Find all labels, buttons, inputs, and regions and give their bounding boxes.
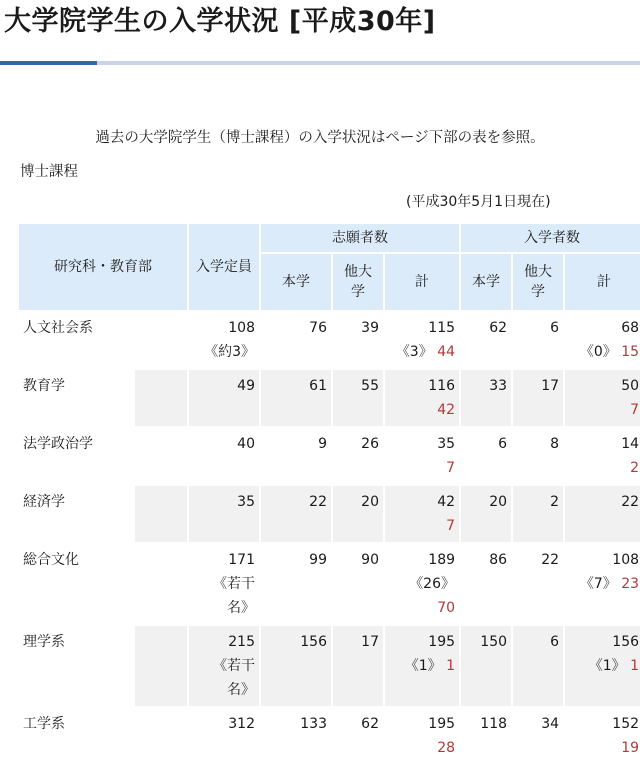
applicants-other: 17	[333, 626, 383, 706]
enrolled-other: 34	[541, 716, 560, 732]
table-row	[19, 626, 640, 706]
table-row	[19, 486, 640, 542]
table-row	[19, 370, 640, 426]
dept-name: 総合文化	[23, 552, 79, 568]
applicants-own: 76	[309, 320, 327, 336]
applicants-own: 99	[309, 552, 327, 568]
applicants-total: 35 7	[437, 436, 456, 476]
header-dept: 研究科・教育部	[19, 224, 187, 310]
header-applicants-total: 計	[385, 254, 459, 310]
enrolled-own: 6	[498, 436, 508, 452]
header-applicants-other: 他大 学	[333, 254, 383, 310]
applicants-total: 116 42	[385, 370, 459, 426]
applicants-other: 62	[361, 716, 379, 732]
enrolled-total: 14 2	[621, 436, 640, 476]
applicants-other: 55	[333, 370, 383, 426]
enrolled-other: 8	[550, 436, 560, 452]
enrolled-own: 86	[489, 552, 508, 568]
capacity-cell: 40	[237, 436, 255, 452]
applicants-total: 42 7	[385, 486, 459, 542]
enrolled-own: 62	[489, 320, 508, 336]
applicants-own: 156	[261, 626, 331, 706]
header-enrolled-other: 他大 学	[513, 254, 563, 310]
capacity-cell: 171 《若干 名》	[213, 552, 255, 616]
dept-subcell	[135, 626, 187, 706]
enrolled-total: 108 《7》 23	[579, 552, 640, 592]
enrolled-total: 68 《0》 15	[579, 320, 640, 360]
page-title: 大学院学生の入学状況 [平成30年]	[4, 6, 436, 37]
applicants-own: 9	[318, 436, 327, 452]
capacity-cell: 312	[228, 716, 255, 732]
enrolled-total: 152 19	[612, 716, 640, 756]
enrolled-own: 150	[461, 626, 511, 706]
header-enrolled-own: 本学	[461, 254, 511, 310]
enrolled-other: 6	[550, 320, 560, 336]
enrolled-other: 22	[541, 552, 560, 568]
header-applicants-own: 本学	[261, 254, 331, 310]
header-enrolled-total: 計	[565, 254, 640, 310]
table-row	[19, 428, 640, 484]
capacity-cell: 215 《若干 名》	[189, 626, 259, 706]
dept-subcell	[135, 486, 187, 542]
as-of-date: (平成30年5月1日現在)	[406, 194, 551, 210]
enrolled-own: 33	[461, 370, 511, 426]
table-row	[19, 312, 640, 368]
enrolled-own: 118	[480, 716, 508, 732]
dept-name: 人文社会系	[23, 320, 93, 336]
table-row	[19, 544, 640, 624]
applicants-own: 22	[261, 486, 331, 542]
applicants-other: 90	[361, 552, 379, 568]
dept-name: 教育学	[19, 370, 133, 426]
dept-name: 法学政治学	[23, 436, 93, 452]
applicants-own: 133	[300, 716, 327, 732]
applicants-other: 20	[333, 486, 383, 542]
applicants-other: 39	[361, 320, 379, 336]
header-enrolled: 入学者数	[461, 224, 640, 252]
capacity-cell: 108 《約3》	[204, 320, 255, 360]
header-applicants: 志願者数	[261, 224, 459, 252]
applicants-total: 195 《1》 1	[385, 626, 459, 706]
dept-name: 経済学	[19, 486, 133, 542]
dept-name: 工学系	[23, 716, 65, 732]
enrolled-total: 50 7	[565, 370, 640, 426]
applicants-own: 61	[261, 370, 331, 426]
applicants-other: 26	[361, 436, 379, 452]
capacity-cell: 49	[189, 370, 259, 426]
dept-subcell	[135, 370, 187, 426]
enrolled-total: 156 《1》 1	[565, 626, 640, 706]
enrolled-other: 17	[513, 370, 563, 426]
title-underline-accent	[0, 61, 97, 65]
table-row	[19, 708, 640, 764]
admission-table	[17, 222, 640, 766]
section-heading: 博士課程	[20, 164, 78, 180]
enrolled-other: 6	[513, 626, 563, 706]
enrolled-other: 2	[513, 486, 563, 542]
capacity-cell: 35	[189, 486, 259, 542]
applicants-total: 189 《26》 70	[409, 552, 456, 616]
header-capacity: 入学定員	[189, 224, 259, 310]
dept-name: 理学系	[19, 626, 133, 706]
intro-text: 過去の大学院学生（博士課程）の入学状況はページ下部の表を参照。	[95, 130, 545, 146]
applicants-total: 195 28	[428, 716, 456, 756]
enrolled-total: 22	[565, 486, 640, 542]
enrolled-own: 20	[461, 486, 511, 542]
applicants-total: 115 《3》 44	[395, 320, 456, 360]
